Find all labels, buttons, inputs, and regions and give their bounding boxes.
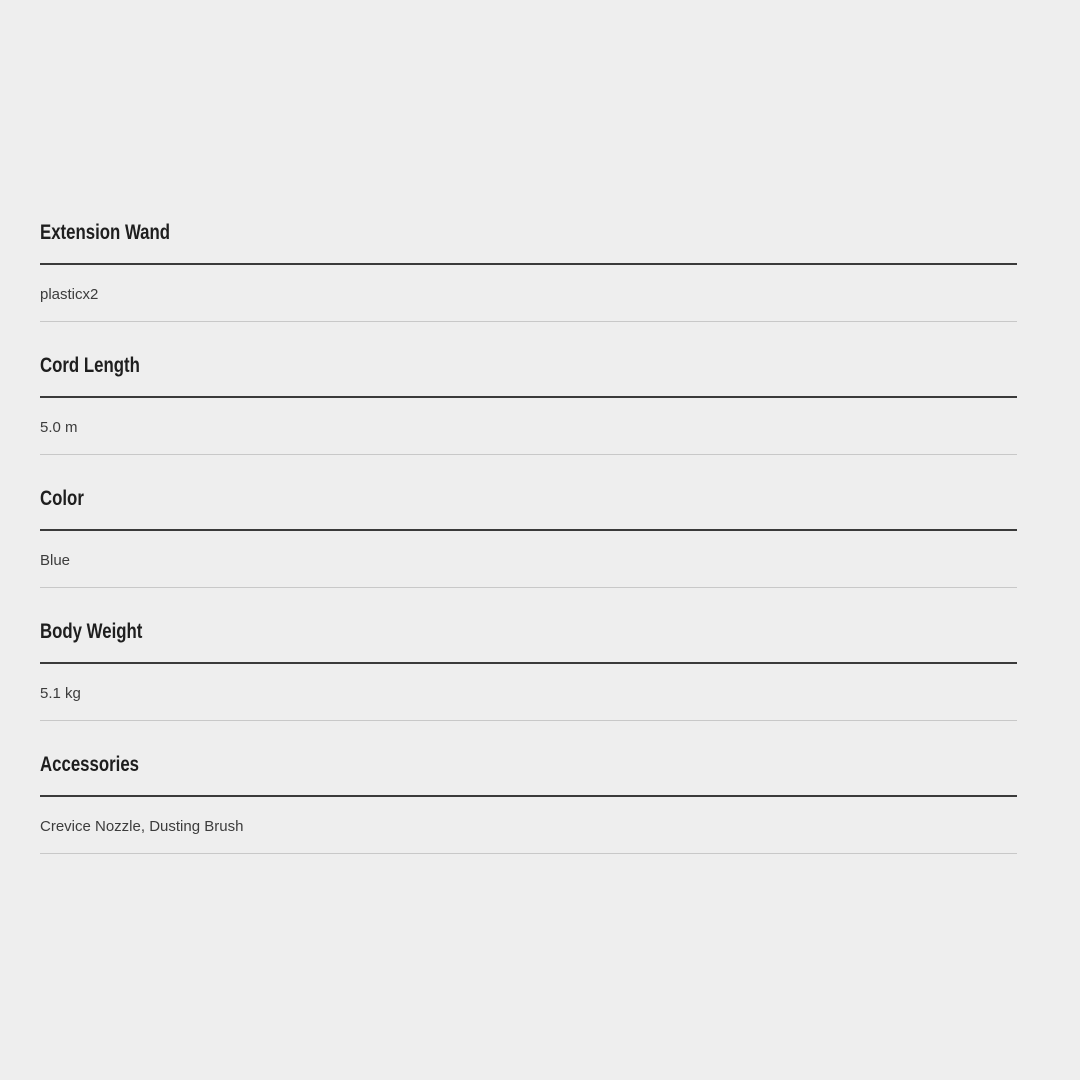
spec-row-accessories [40,754,1017,854]
divider-dark [40,529,1017,531]
divider-dark [40,263,1017,265]
spec-value: 5.1 kg [40,685,81,702]
spec-label: Accessories [40,753,140,776]
spec-label: Extension Wand [40,221,171,244]
spec-label: Body Weight [40,620,143,643]
spec-value: plasticx2 [40,286,99,303]
spec-value: Blue [40,552,71,569]
spec-label: Color [40,487,84,510]
divider-dark [40,795,1017,797]
spec-row-color [40,488,1017,588]
divider-light [40,720,1017,721]
spec-label: Cord Length [40,354,140,377]
spec-value: Crevice Nozzle, Dusting Brush [40,818,244,835]
divider-light [40,454,1017,455]
spec-row-cord-length [40,355,1017,455]
divider-dark [40,396,1017,398]
spec-row-extension-wand [40,222,1017,322]
spec-row-body-weight [40,621,1017,721]
spec-value: 5.0 m [40,419,78,436]
divider-dark [40,662,1017,664]
divider-light [40,587,1017,588]
divider-light [40,853,1017,854]
divider-light [40,321,1017,322]
